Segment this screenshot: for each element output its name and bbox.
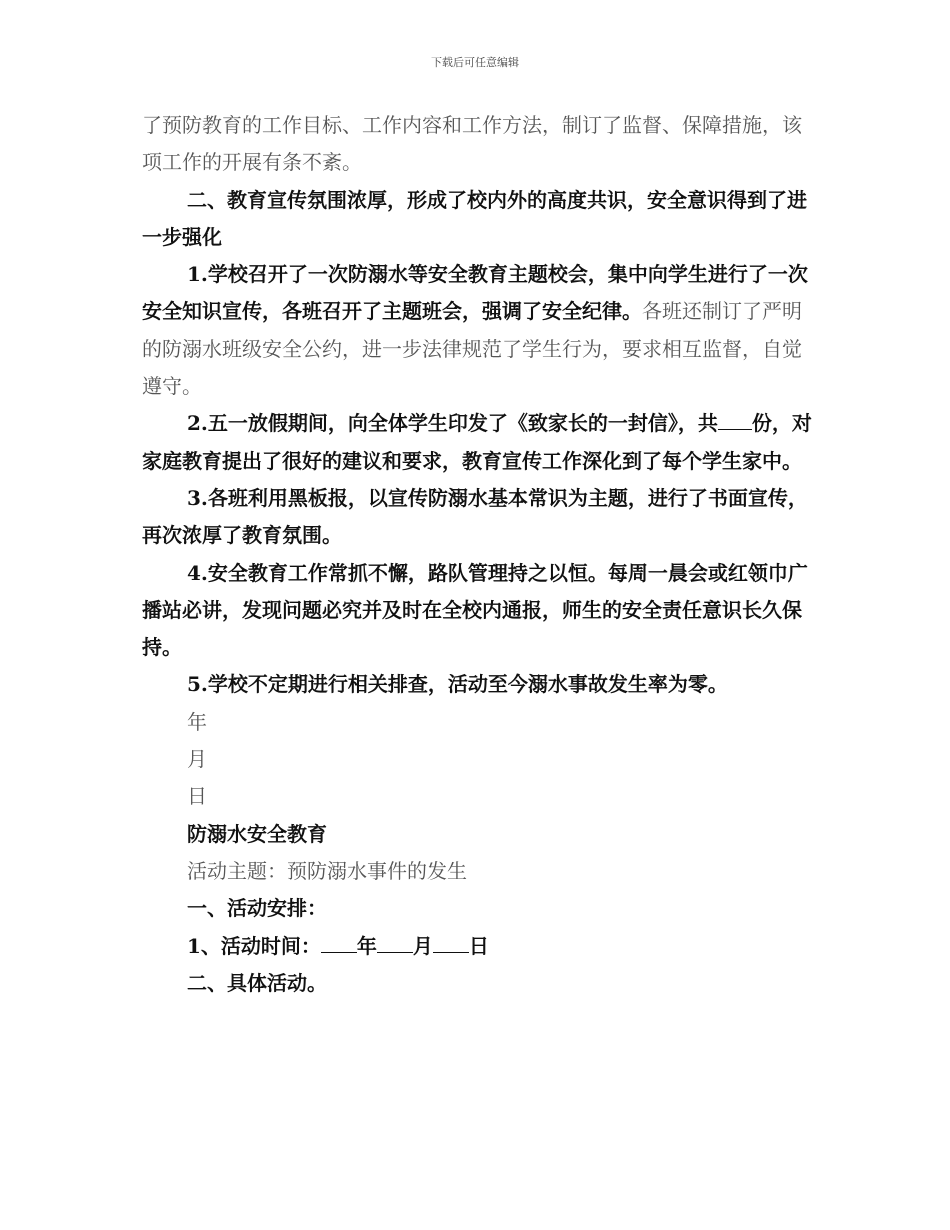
item-5: 5.学校不定期进行相关排查，活动至今溺水事故发生率为零。 bbox=[187, 672, 728, 697]
time-label: 1、活动时间： bbox=[187, 933, 321, 958]
section-activity-arrangement: 一、活动安排： bbox=[187, 896, 327, 921]
document-body bbox=[142, 107, 812, 1002]
paragraph-intro: 了预防教育的工作目标、工作内容和工作方法，制订了监督、保障措施，该项工作的开展有条不紊。 bbox=[142, 113, 802, 175]
date-day: 日 bbox=[187, 784, 207, 809]
activity-time bbox=[142, 928, 812, 965]
section-specific-activities: 二、具体活动。 bbox=[187, 970, 327, 995]
blank-year bbox=[321, 930, 357, 953]
title-drowning-safety: 防溺水安全教育 bbox=[187, 821, 327, 846]
page-header: 下载后可任意编辑 bbox=[431, 56, 519, 69]
date-month: 月 bbox=[187, 747, 207, 772]
item-2-text-b: 份，对家庭教育提出了很好的建议和要求，教育宣传工作深化到了每个学生家中。 bbox=[142, 411, 812, 473]
item-3: 3.各班利用黑板报，以宣传防溺水基本常识为主题，进行了书面宣传，再次浓厚了教育氛围。 bbox=[142, 485, 808, 548]
item-1 bbox=[142, 256, 812, 405]
date-year: 年 bbox=[187, 709, 207, 734]
item-1-rest: 各班还制订了严明的防溺水班级安全公约，进一步法律规范了学生行为，要求相互监督，自觉遵守。 bbox=[142, 299, 802, 399]
blank-month bbox=[377, 930, 413, 953]
time-month: 月 bbox=[412, 933, 433, 958]
activity-theme: 活动主题：预防溺水事件的发生 bbox=[187, 858, 467, 883]
item-2-text-a: 2.五一放假期间，向全体学生印发了《致家长的一封信》，共 bbox=[187, 411, 718, 436]
blank-copies bbox=[718, 407, 752, 430]
heading-section-2: 二、教育宣传氛围浓厚，形成了校内外的高度共识，安全意识得到了进一步强化 bbox=[142, 187, 807, 249]
item-4: 4.安全教育工作常抓不懈，路队管理持之以恒。每周一晨会或红领巾广播站必讲，发现问题必究并及时在全校内通报，师生的安全责任意识长久保持。 bbox=[142, 560, 808, 660]
item-2 bbox=[142, 405, 812, 480]
time-year: 年 bbox=[356, 933, 377, 958]
time-day: 日 bbox=[468, 933, 489, 958]
item-1-bold: 1.学校召开了一次防溺水等安全教育主题校会，集中向学生进行了一次安全知识宣传，各班召开了主题班会，强调了安全纪律。 bbox=[142, 262, 808, 324]
blank-day bbox=[433, 930, 469, 953]
